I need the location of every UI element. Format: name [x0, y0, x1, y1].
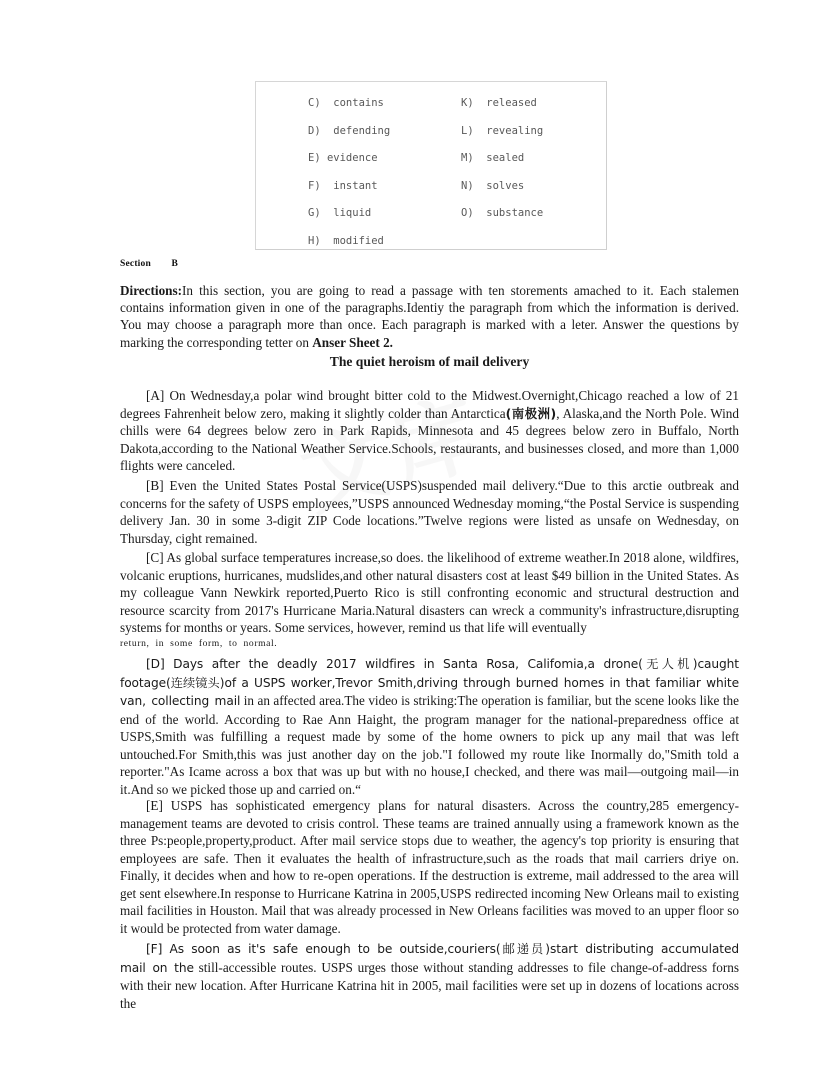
section-label: Section B [120, 259, 179, 269]
word-bank-option[interactable]: K) released [461, 97, 537, 109]
word-bank-box [255, 81, 607, 250]
word-bank-option[interactable]: C) contains [308, 97, 384, 109]
word-bank-option[interactable]: H) modified [308, 234, 384, 247]
paragraph-d-mono-2: caught footage [120, 657, 739, 690]
passage-paragraph-c-tail: return, in some form, to normal. [120, 638, 278, 649]
passage-paragraph-e: [E] USPS has sophisticated emergency plans for natural disasters. Across the country,285 emergency-management teams are devoted to crisis control. These teams are trained annually using a framework known as the three Ps:people,property,product. After mail service stops due to weather, the agency's top priority is ensuring that employees are safe. Then it evaluates the health of infrastructure,such as the roads that mail carriers driye on. Finally, it decides when and how to re-open operations. If the destruction is extreme, mail addressed to the area will get sent elsewhere.In response to Hurricane Katrina in 2005,USPS redirected incoming New Orleans mail to existing mail facilities in Houston. Mail that was already processed in New Orleans facilities was moved to an upper floor so it would be protected from water damage. [120, 798, 739, 936]
word-bank-option[interactable]: M) sealed [461, 152, 525, 164]
passage-paragraph-d [120, 655, 739, 798]
word-bank-left-column [256, 90, 431, 255]
directions-lead: Directions: [120, 283, 183, 298]
article-title: The quiet heroism of mail delivery [329, 354, 530, 369]
word-bank-option[interactable]: E) evidence [308, 152, 378, 164]
word-bank-option[interactable]: F) instant [308, 179, 378, 192]
passage-paragraph-c: [C] As global surface temperatures increase,so does. the likelihood of extreme weather.In 2018 alone, wildfires, volcanic eruptions, hurricanes, mudslides,and other natural disasters cost at least $49 billion in the United States. As my colleague Vann Newkirk reported,Puerto Rico is still confronting economic and structural destruction and resource scarcity from 2017's Hurricane Maria.Natural disasters can wreck a community's infrastructure,disrupting systems for months or years. Some services, however, remind us that life will eventually [120, 550, 739, 635]
word-bank-right-column [431, 90, 606, 255]
paragraph-d-mono-3: of a USPS worker,Trevor Smith,driving through burned homes in that familiar white van, collecting mail [120, 675, 739, 708]
passage-paragraph-b: [B] Even the United States Postal Service(USPS)suspended mail delivery.“Due to this arctie outbreak and concerns for the safety of USPS employees,”USPS announced Wednesday moming,“the Postal Service is suspending delivery Jan. 30 in some 3-digit ZIP Code locations.”Twelve regions were listed as unsafe on Wednesday, on Thursday, cight remained. [120, 478, 739, 546]
paragraph-d-gloss-footage: (连续镜头) [166, 675, 225, 690]
word-bank-option[interactable]: O) substance [461, 207, 544, 219]
passage-paragraph-f [120, 940, 739, 1012]
paragraph-d-text-rest: in an affected area.The video is striking:The operation is familiar, but the scene looks like the end of the world. According to Rae Ann Haight, the program manager for the national-preparedness office at USPS,Smith was fulfilling a request made by some of the home owners to pick up any mail that was left untouched.For Smith,this was just another day on the job."I followed my route like Inormally do,"Smith told a reporter."As Icame across a box that was up but with no house,I checked, and there was mail—outgoing mail—in it.And so we picked those up and carried on.“ [120, 693, 739, 797]
word-bank-option[interactable]: N) solves [461, 179, 525, 192]
paragraph-d-gloss-drone: (无人机) [638, 657, 698, 671]
paragraph-f-gloss-couriers: (邮递员) [495, 942, 551, 956]
paragraph-a-gloss-antarctica: (南极洲) [505, 405, 557, 421]
directions-paragraph [120, 282, 739, 351]
paragraph-a-text-rest: , Alaska,and the North Pole. Wind chills were 64 degrees below zero in Park Rapids, Minnesota and 45 degrees below zero in Buffalo, North Dakota,according to the National Weather Service.Schools, restaurants, and businesses closed, and more than 1,000 flights were canceled. [120, 405, 739, 473]
paragraph-d-mono-1: [D] Days after the deadly 2017 wildfires in Santa Rosa, Califomia,a drone [146, 657, 639, 671]
word-bank-option[interactable]: D) defending [308, 124, 391, 137]
paragraph-a-text: [A] On Wednesday,a polar wind brought bitter cold to the Midwest.Overnight,Chicago reached a low of 21 degrees Fahrenheit below zero, making it slightly colder than Antarctica [120, 388, 739, 421]
passage-paragraph-a [120, 387, 739, 475]
paragraph-f-text-rest: still-accessible routes. USPS urges those without standing addresses to file change-of-address forns with their new location. After Hurricane Katrina hit in 2005, mail facilities were set up in dozens of locations across the [120, 959, 739, 1011]
word-bank-option[interactable]: L) revealing [461, 124, 544, 137]
directions-text: In this section, you are going to read a passage with ten storements amached to it. Each stalemen contains information given in one of the paragraphs.Identiy the paragraph from which the information is derived. You may choose a paragraph more than once. Each paragraph is marked with a leter. Answer the questions by marking the corresponding tetter on [120, 283, 739, 350]
word-bank-option[interactable]: G) liquid [308, 207, 372, 219]
paragraph-f-mono-2: start distributing accumulated mail on the [120, 942, 739, 975]
directions-answer-sheet: Anser Sheet 2. [312, 334, 393, 350]
paragraph-f-mono-1: [F] As soon as it's safe enough to be outside,couriers [146, 942, 496, 956]
